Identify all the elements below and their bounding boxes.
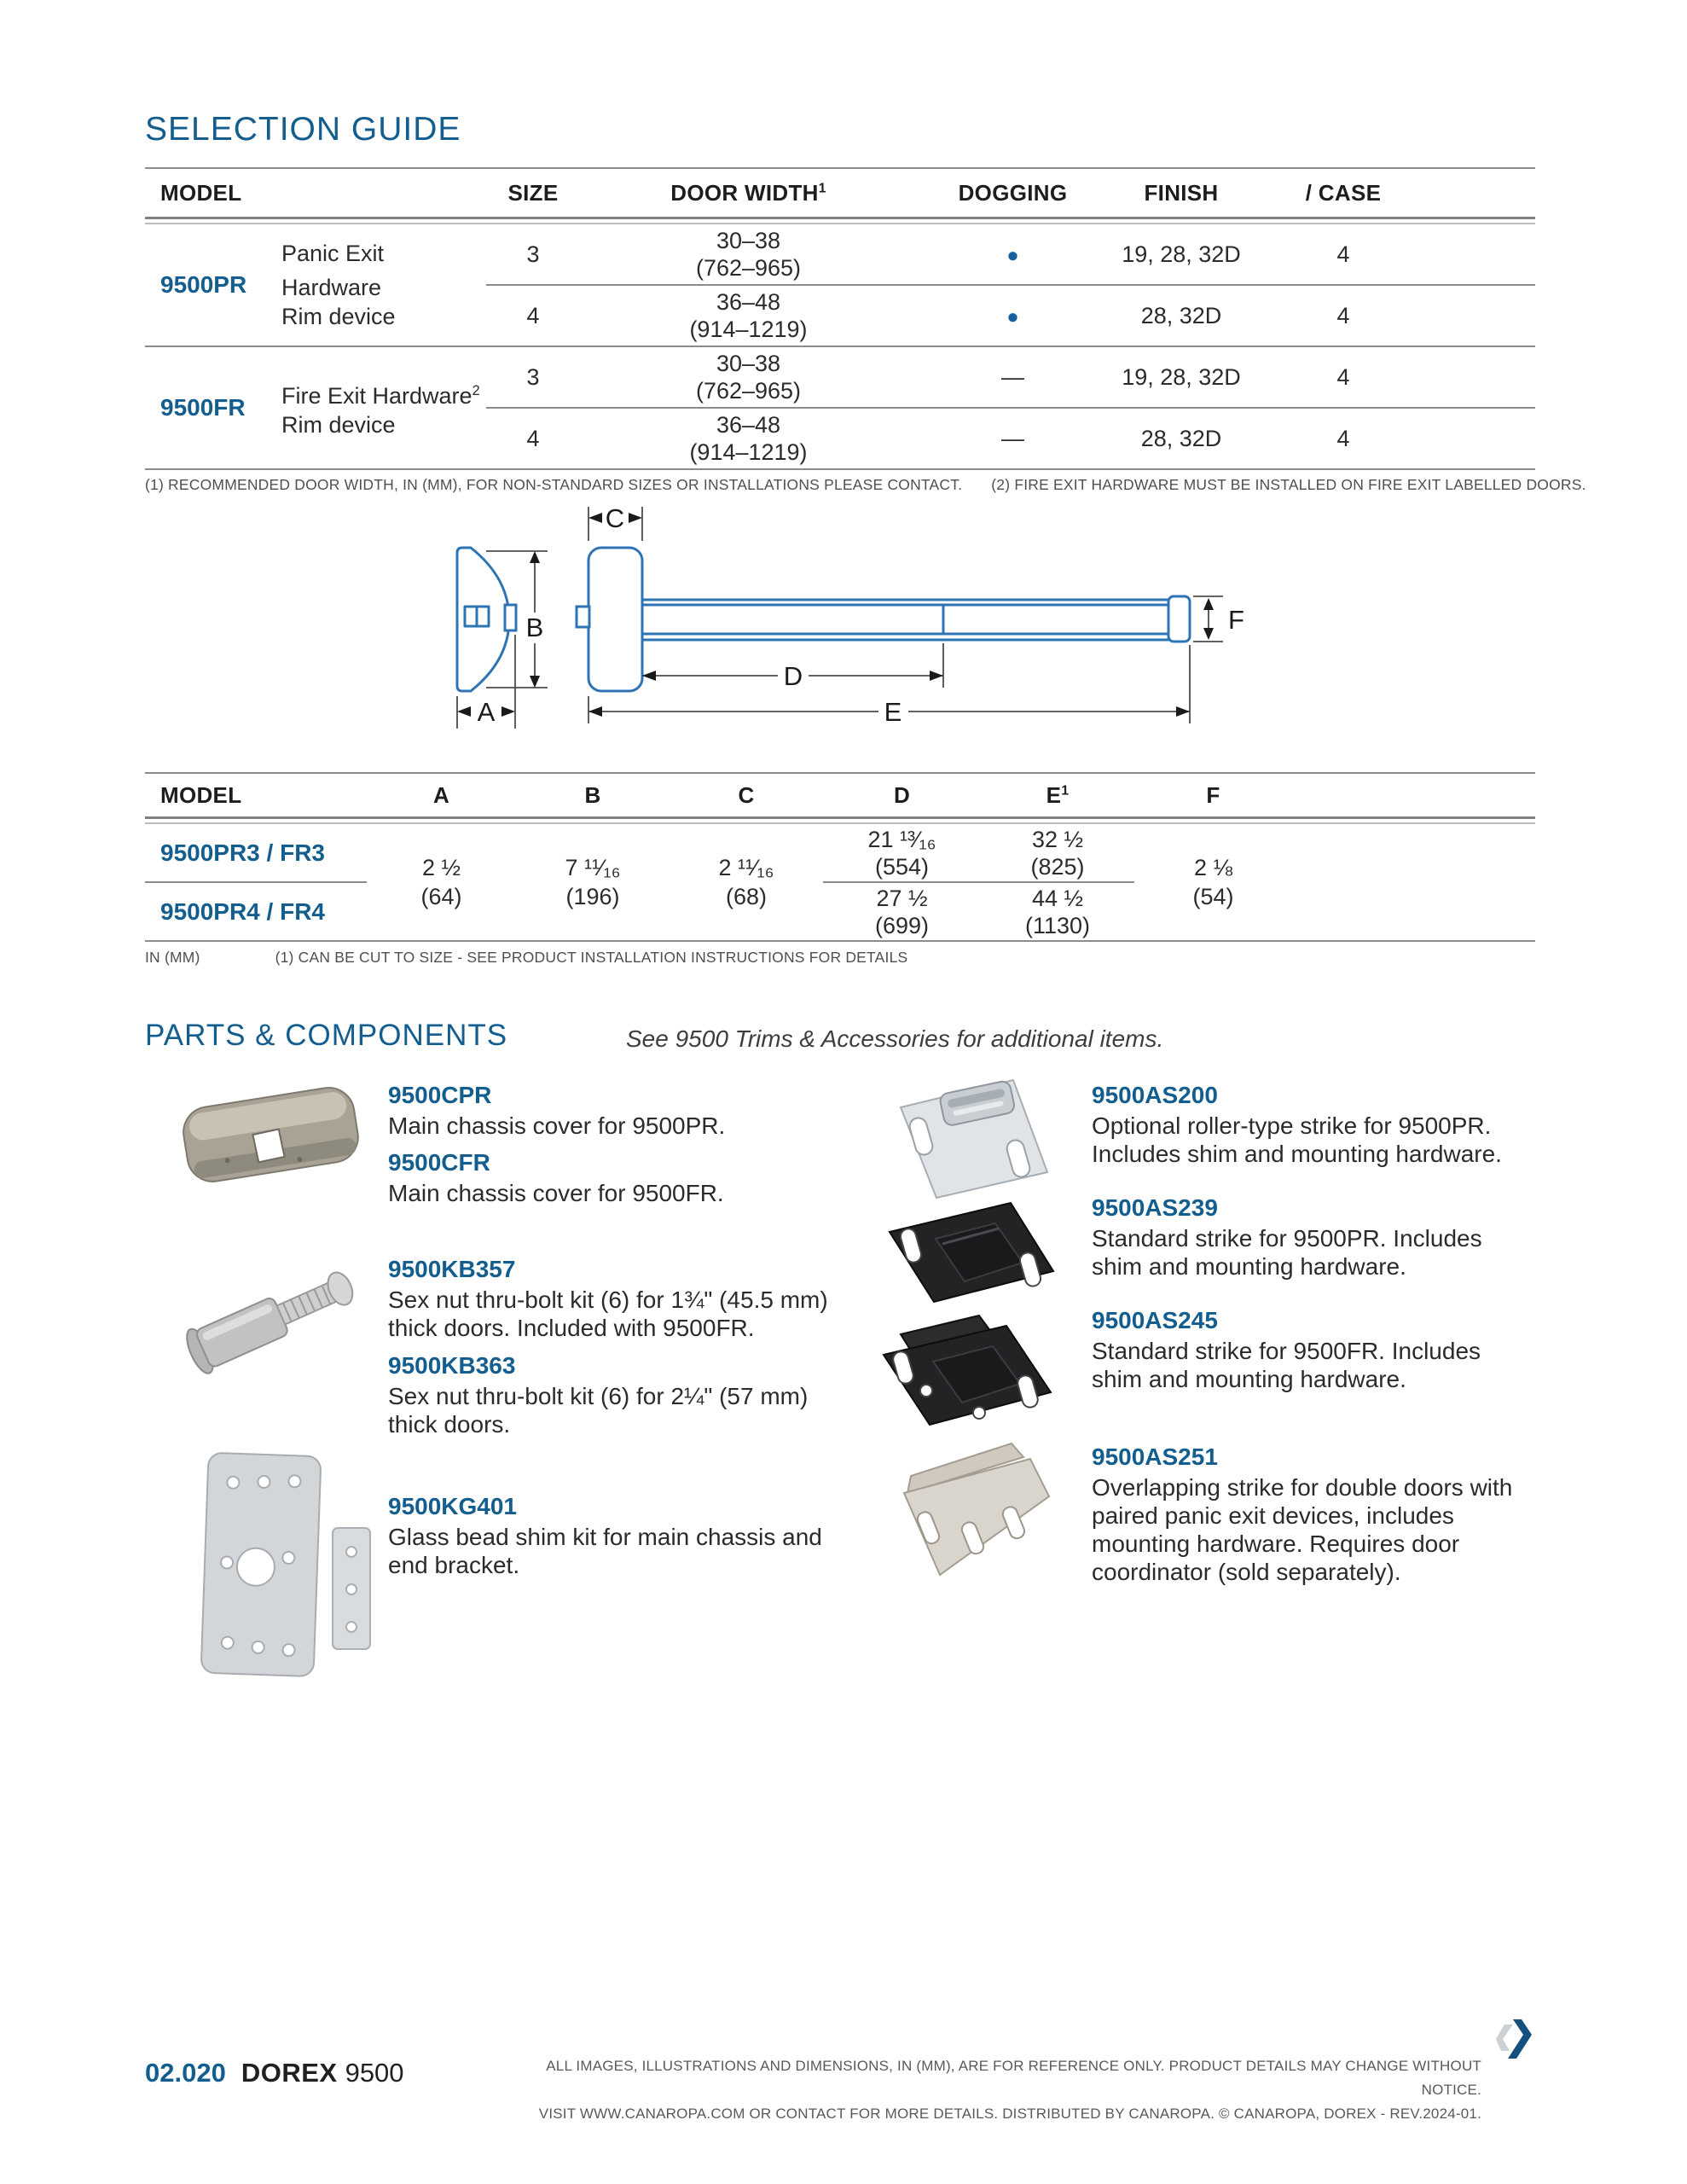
dim-label-e: E bbox=[884, 697, 902, 727]
roller-strike-image bbox=[889, 1072, 1058, 1201]
dim-d-in: 27 ½ bbox=[876, 885, 928, 911]
cell-dim-d bbox=[823, 824, 981, 881]
col-header-dogging: DOGGING bbox=[958, 179, 1068, 206]
table-rule-bottom bbox=[145, 468, 1535, 470]
dim-c-in: 2 ¹¹⁄₁₆ bbox=[718, 855, 774, 880]
standard-strike-fr-image bbox=[877, 1312, 1058, 1428]
cell-dim-e bbox=[981, 824, 1134, 881]
col-header-e bbox=[981, 782, 1134, 809]
col-header-d: D bbox=[893, 781, 911, 808]
model-desc-line1: Fire Exit Hardware bbox=[281, 383, 472, 409]
dogging-dash: — bbox=[1001, 425, 1024, 451]
part-code: 9500KG401 bbox=[388, 1493, 518, 1519]
cell-case: 4 bbox=[1336, 302, 1350, 328]
chassis-cover-image bbox=[171, 1068, 371, 1196]
part-description: Sex nut thru-bolt kit (6) for 1¾" (45.5 mm) thick doors. Included with 9500FR. bbox=[388, 1287, 828, 1341]
shim-kit-image bbox=[194, 1446, 378, 1698]
d-e-columns bbox=[823, 824, 1134, 940]
dim-f-in: 2 ⅛ bbox=[1193, 855, 1233, 880]
cell-dim-a bbox=[367, 824, 516, 940]
table-row bbox=[486, 409, 1535, 468]
dogging-dot-icon: ● bbox=[1006, 305, 1019, 328]
door-width-in: 30–38 bbox=[716, 351, 781, 376]
chassis-latch bbox=[577, 607, 589, 627]
part-code: 9500KB363 bbox=[388, 1352, 516, 1379]
cell-case: 4 bbox=[1336, 241, 1350, 267]
footer-page-id bbox=[145, 2058, 404, 2088]
dim-e-mm: (825) bbox=[1030, 853, 1085, 880]
footer-legal-text bbox=[501, 2054, 1481, 2126]
model-desc-line1: Panic Exit Hardware bbox=[281, 241, 385, 300]
cell-dim-d bbox=[823, 883, 981, 940]
door-width-footnote-sup: 1 bbox=[818, 180, 826, 195]
part-code: 9500CFR bbox=[388, 1149, 490, 1176]
part-description: Glass bead shim kit for main chassis and end bracket. bbox=[388, 1524, 822, 1578]
door-width-mm: (914–1219) bbox=[689, 317, 808, 342]
dogging-dot-icon: ● bbox=[1006, 243, 1019, 267]
table-row bbox=[145, 883, 367, 940]
table-row-group-9500fr bbox=[145, 347, 1535, 468]
table-row bbox=[486, 224, 1535, 284]
part-description: Main chassis cover for 9500FR. bbox=[388, 1180, 724, 1206]
dim-a-mm: (64) bbox=[420, 884, 462, 909]
door-width-mm: (762–965) bbox=[695, 255, 802, 281]
col-header-model: MODEL bbox=[160, 781, 242, 808]
cell-dogging bbox=[917, 303, 1109, 329]
standard-strike-pr-image bbox=[883, 1196, 1058, 1305]
footnote-1: (1) RECOMMENDED DOOR WIDTH, IN (MM), FOR NON-STANDARD SIZES OR INSTALLATIONS PLEASE CONTACT. bbox=[145, 476, 963, 493]
model-code: 9500PR4 / FR4 bbox=[160, 897, 325, 925]
section-title-parts-components: PARTS & COMPONENTS bbox=[145, 1019, 508, 1052]
cell-case: 4 bbox=[1336, 363, 1350, 390]
part-description: Optional roller-type strike for 9500PR. Includes shim and mounting hardware. bbox=[1092, 1112, 1502, 1167]
dim-d-in: 21 ¹³⁄₁₆ bbox=[867, 826, 936, 852]
cell-finish: 28, 32D bbox=[1140, 302, 1222, 328]
dim-c-mm: (68) bbox=[725, 884, 767, 909]
table-row bbox=[486, 286, 1535, 346]
part-code: 9500CPR bbox=[388, 1082, 492, 1108]
col-header-c: C bbox=[738, 781, 755, 808]
dim-label-f: F bbox=[1228, 605, 1244, 635]
chassis-outline bbox=[588, 548, 642, 691]
dim-b-in: 7 ¹¹⁄₁₆ bbox=[565, 855, 621, 880]
selection-table-footnotes bbox=[145, 476, 1586, 494]
part-description: Sex nut thru-bolt kit (6) for 2¼" (57 mm) thick doors. bbox=[388, 1383, 809, 1438]
footer-brand: DOREX bbox=[241, 2058, 338, 2088]
col-header-door-width bbox=[580, 180, 917, 206]
table-rule-header bbox=[145, 217, 1535, 224]
cut-to-size-note: (1) CAN BE CUT TO SIZE - SEE PRODUCT INSTALLATION INSTRUCTIONS FOR DETAILS bbox=[275, 949, 908, 966]
table-row bbox=[823, 824, 1134, 881]
selection-table-header bbox=[145, 169, 1535, 217]
dim-d-mm: (699) bbox=[874, 912, 930, 938]
cell-door-width bbox=[580, 227, 917, 282]
col-header-door-width-text: DOOR WIDTH bbox=[670, 179, 819, 206]
table-row bbox=[823, 883, 1134, 940]
cell-dim-b bbox=[516, 824, 670, 940]
model-description bbox=[281, 376, 480, 439]
model-cell bbox=[145, 347, 486, 468]
door-width-mm: (762–965) bbox=[695, 378, 802, 404]
dim-b-mm: (196) bbox=[565, 884, 620, 909]
col-header-finish: FINISH bbox=[1144, 179, 1219, 206]
cell-finish: 19, 28, 32D bbox=[1122, 363, 1241, 390]
model-cell bbox=[145, 224, 486, 346]
model-description bbox=[281, 239, 486, 331]
door-width-in: 36–48 bbox=[716, 289, 781, 315]
dimensions-table-header bbox=[145, 774, 1535, 816]
part-code: 9500AS239 bbox=[1092, 1194, 1218, 1221]
footnote-2: (2) FIRE EXIT HARDWARE MUST BE INSTALLED ON FIRE EXIT LABELLED DOORS. bbox=[991, 476, 1586, 493]
model-desc-sup: 2 bbox=[472, 383, 480, 398]
part-description: Main chassis cover for 9500PR. bbox=[388, 1112, 726, 1139]
units-note: IN (MM) bbox=[145, 949, 200, 966]
part-description: Standard strike for 9500PR. Includes shim and mounting hardware. bbox=[1092, 1225, 1482, 1280]
bar-end-cap bbox=[1168, 596, 1190, 642]
col-header-model: MODEL bbox=[160, 179, 242, 206]
door-width-mm: (914–1219) bbox=[689, 439, 808, 465]
e-footnote-sup: 1 bbox=[1061, 782, 1070, 798]
dimension-diagram bbox=[375, 497, 1262, 752]
dimensions-table-body bbox=[145, 824, 1535, 940]
footer-legal-line1: ALL IMAGES, ILLUSTRATIONS AND DIMENSIONS, IN (MM), ARE FOR REFERENCE ONLY. PRODUCT DETAILS MAY CHANGE WITHOUT NOTICE. bbox=[546, 2058, 1481, 2098]
cell-dim-e bbox=[981, 883, 1134, 940]
cell-door-width bbox=[580, 350, 917, 404]
col-header-size: SIZE bbox=[507, 179, 559, 206]
selection-table bbox=[145, 167, 1535, 470]
model-code: 9500FR bbox=[160, 394, 246, 421]
model-column bbox=[145, 824, 367, 940]
door-width-in: 30–38 bbox=[716, 228, 781, 253]
cell-door-width bbox=[580, 411, 917, 466]
col-header-a: A bbox=[432, 781, 450, 808]
dim-a-in: 2 ½ bbox=[421, 855, 461, 880]
table-rule-header bbox=[145, 816, 1535, 824]
part-description: Overlapping strike for double doors with paired panic exit devices, includes mounting hardware. Requires door coordinator (sold separately). bbox=[1092, 1474, 1513, 1585]
cell-size: 4 bbox=[526, 302, 540, 328]
model-code: 9500PR3 / FR3 bbox=[160, 839, 325, 866]
parts-note: See 9500 Trims & Accessories for additional items. bbox=[626, 1025, 1164, 1052]
footer-series: 9500 bbox=[345, 2058, 404, 2088]
cell-finish: 19, 28, 32D bbox=[1122, 241, 1241, 267]
cell-size: 3 bbox=[526, 363, 540, 390]
dim-f-mm: (54) bbox=[1192, 884, 1234, 909]
col-header-f: F bbox=[1206, 781, 1220, 808]
cell-dim-f bbox=[1134, 824, 1292, 940]
part-description: Standard strike for 9500FR. Includes shim and mounting hardware. bbox=[1092, 1338, 1481, 1392]
model-desc-line2: Rim device bbox=[281, 304, 396, 329]
cell-size: 4 bbox=[526, 425, 540, 451]
dim-label-d: D bbox=[783, 661, 803, 691]
footer-legal-line2: VISIT WWW.CANAROPA.COM OR CONTACT FOR MORE DETAILS. DISTRIBUTED BY CANAROPA. © CANAROPA, DOREX - REV.2024-01. bbox=[538, 2106, 1481, 2122]
part-code: 9500AS200 bbox=[1092, 1082, 1218, 1108]
section-title-selection-guide: SELECTION GUIDE bbox=[145, 111, 461, 148]
model-desc-line2: Rim device bbox=[281, 412, 396, 438]
cell-door-width bbox=[580, 288, 917, 343]
cell-dim-c bbox=[670, 824, 823, 940]
dim-d-mm: (554) bbox=[874, 853, 930, 880]
part-code: 9500KB357 bbox=[388, 1256, 516, 1282]
model-code: 9500PR bbox=[160, 271, 247, 298]
footer-page-number: 02.020 bbox=[145, 2058, 226, 2088]
dim-label-a: A bbox=[477, 697, 496, 727]
dim-label-b: B bbox=[525, 613, 544, 642]
dim-e-in: 44 ½ bbox=[1031, 885, 1084, 911]
cell-finish: 28, 32D bbox=[1140, 425, 1222, 451]
col-header-b: B bbox=[584, 781, 601, 808]
table-rule-bottom bbox=[145, 940, 1535, 942]
canaropa-chevron-logo-icon bbox=[1490, 2017, 1533, 2061]
part-code: 9500AS245 bbox=[1092, 1307, 1218, 1333]
col-header-case: / CASE bbox=[1305, 179, 1382, 206]
cell-dogging bbox=[917, 241, 1109, 268]
dim-label-c: C bbox=[605, 503, 625, 533]
col-header-e-text: E bbox=[1046, 781, 1062, 808]
dim-e-in: 32 ½ bbox=[1031, 826, 1084, 852]
table-row bbox=[486, 347, 1535, 407]
dim-e-mm: (1130) bbox=[1024, 912, 1091, 938]
overlapping-strike-image bbox=[887, 1440, 1053, 1585]
cell-size: 3 bbox=[526, 241, 540, 267]
dimensions-table bbox=[145, 772, 1535, 942]
cell-dogging bbox=[917, 364, 1109, 391]
dimensions-table-footnotes bbox=[145, 949, 907, 967]
door-width-in: 36–48 bbox=[716, 412, 781, 438]
cell-case: 4 bbox=[1336, 425, 1350, 451]
table-row bbox=[145, 824, 367, 881]
end-cap-side-tab bbox=[505, 605, 516, 630]
thru-bolt-image bbox=[164, 1252, 381, 1385]
table-row-group-9500pr bbox=[145, 224, 1535, 346]
dogging-dash: — bbox=[1001, 363, 1024, 390]
part-code: 9500AS251 bbox=[1092, 1443, 1218, 1470]
cell-dogging bbox=[917, 426, 1109, 452]
